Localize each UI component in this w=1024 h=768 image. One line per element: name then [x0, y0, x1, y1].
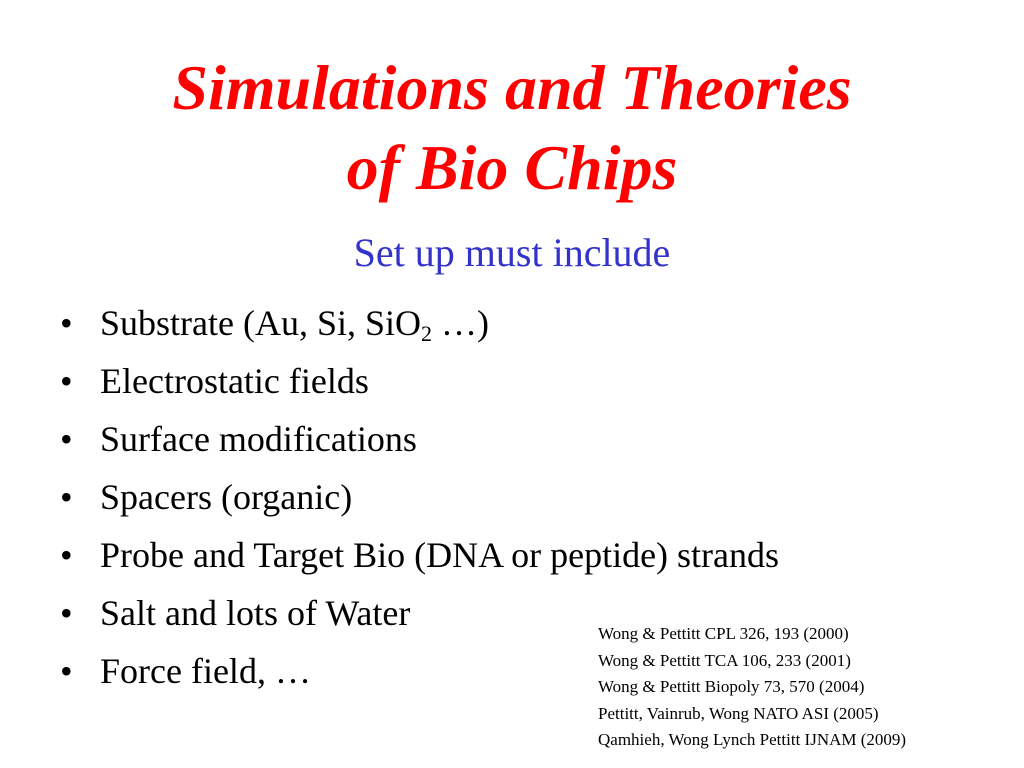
bullet-item-salt-water: • Salt and lots of Water: [60, 584, 779, 642]
bullet-item-force-field: • Force field, …: [60, 642, 779, 700]
slide-subtitle: Set up must include: [353, 230, 671, 275]
subscript-2: 2: [421, 321, 433, 346]
bullet-substrate-text: Substrate (Au, Si, SiO: [100, 303, 422, 343]
reference-item: Pettitt, Vainrub, Wong NATO ASI (2005): [598, 703, 879, 723]
slide-title-line-1: Simulations and Theories: [172, 52, 852, 123]
reference-item: Wong & Pettitt TCA 106, 233 (2001): [598, 650, 851, 670]
bullet-substrate-ellipsis: …): [432, 303, 490, 343]
reference-item: Qamhieh, Wong Lynch Pettitt IJNAM (2009): [598, 730, 907, 749]
bullet-item-surface: • Surface modifications: [60, 410, 779, 468]
reference-item: Wong & Pettitt Biopoly 73, 570 (2004): [598, 677, 865, 696]
references: [598, 621, 906, 754]
bullet-item-substrate: [60, 294, 779, 352]
slide-title: [0, 48, 1024, 208]
bullet-item-spacers: • Spacers (organic): [60, 468, 779, 526]
reference-item: Wong & Pettitt CPL 326, 193 (2000): [598, 624, 849, 643]
bullet-item-electrostatic: • Electrostatic fields: [60, 352, 779, 410]
bullet-item-probe-target: • Probe and Target Bio (DNA or peptide) strands: [60, 526, 779, 584]
slide-title-line-2: of Bio Chips: [346, 132, 678, 203]
